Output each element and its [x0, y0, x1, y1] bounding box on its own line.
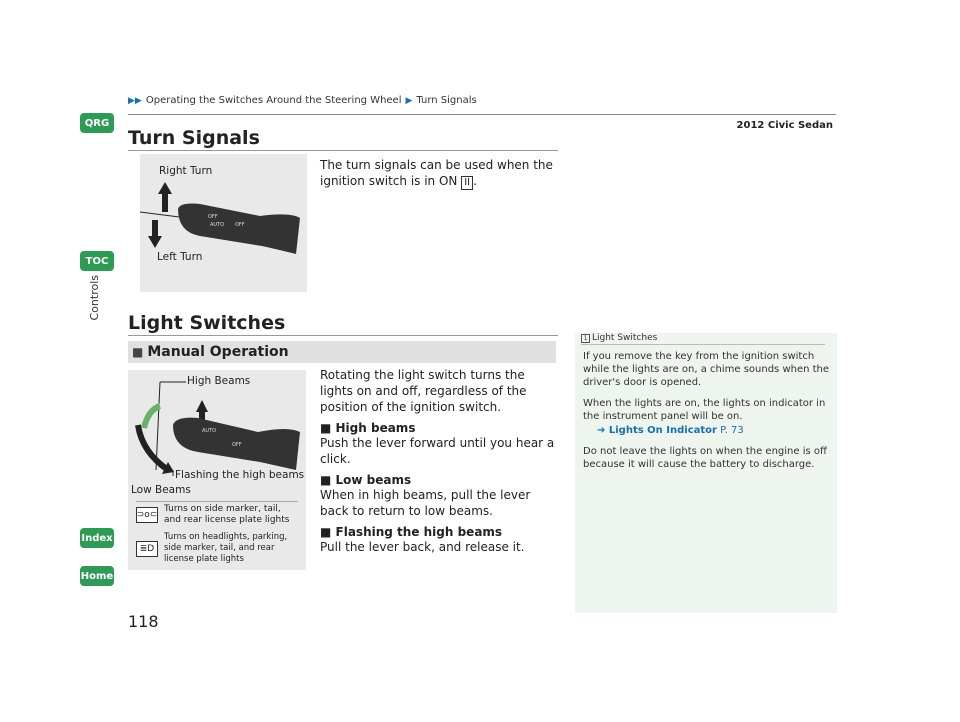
headlight-icon: ≣D	[136, 541, 158, 557]
side-note-box	[575, 333, 837, 613]
legend-row	[136, 532, 302, 565]
flashing-item	[320, 525, 558, 555]
breadcrumb-link-switches[interactable]: Operating the Switches Around the Steering Wheel	[145, 95, 402, 106]
legend-divider	[136, 501, 298, 502]
turn-signals-text-b: .	[473, 174, 477, 188]
legend	[136, 504, 302, 565]
svg-text:AUTO: AUTO	[210, 222, 225, 228]
model-name: 2012 Civic Sedan	[736, 120, 833, 131]
note-icon: 1	[581, 334, 590, 343]
low-beams-label: Low Beams	[131, 484, 191, 496]
side-marker-icon: ⊃o⊂	[136, 507, 158, 523]
turn-signals-text	[320, 157, 560, 190]
turn-signals-title: Turn Signals	[128, 127, 260, 149]
light-switches-title: Light Switches	[128, 312, 286, 334]
low-beams-text: When in high beams, pull the lever back to return to low beams.	[320, 488, 531, 518]
manual-operation-subhead	[128, 341, 556, 363]
link-page[interactable]: P. 73	[720, 425, 744, 436]
page-number: 118	[128, 612, 159, 631]
breadcrumb-arrow-icon: ▶	[405, 95, 413, 106]
square-bullet-icon: ■	[132, 345, 144, 359]
flashing-head: Flashing the high beams	[335, 525, 503, 539]
high-beams-label: High Beams	[187, 375, 251, 387]
left-turn-label: Left Turn	[157, 251, 203, 263]
svg-text:AUTO: AUTO	[202, 428, 217, 434]
legend-text: Turns on side marker, tail, and rear license plate lights	[164, 504, 290, 525]
low-beams-head: Low beams	[335, 473, 412, 487]
toc-button[interactable]: TOC	[80, 251, 114, 271]
square-bullet-icon: ■	[320, 525, 336, 539]
square-bullet-icon: ■	[320, 473, 336, 487]
square-bullet-icon: ■	[320, 421, 336, 435]
breadcrumb-arrow-icon: ▶▶	[128, 95, 142, 106]
flashing-high-beams-label: Flashing the high beams	[175, 469, 305, 481]
breadcrumb-link-turn-signals[interactable]: Turn Signals	[416, 95, 477, 106]
link-text[interactable]: Lights On Indicator	[608, 425, 717, 436]
svg-text:OFF: OFF	[235, 222, 245, 228]
home-button[interactable]: Home	[80, 566, 114, 586]
note-paragraph: If you remove the key from the ignition switch while the lights are on, a chime sounds when the driver's door is opened.	[583, 351, 830, 388]
legend-text: Turns on headlights, parking, side marker, tail, and rear license plate lights	[164, 532, 288, 564]
qrg-button[interactable]: QRG	[80, 113, 114, 133]
svg-text:OFF: OFF	[232, 442, 242, 448]
ignition-position-key: II	[461, 176, 473, 190]
index-button[interactable]: Index	[80, 528, 114, 548]
low-beams-item	[320, 473, 558, 519]
note-body	[583, 350, 831, 471]
note-paragraph: Do not leave the lights on when the engine is off because it will cause the battery to discharge.	[583, 446, 827, 470]
title-rule	[128, 150, 558, 151]
legend-row	[136, 504, 302, 526]
light-switches-body	[320, 367, 558, 555]
flashing-text: Pull the lever back, and release it.	[320, 540, 525, 554]
svg-text:OFF: OFF	[208, 214, 218, 220]
note-title-row	[581, 333, 825, 345]
manual-operation-label: Manual Operation	[147, 344, 289, 360]
link-arrow-icon: ➔	[597, 425, 609, 436]
header-divider	[128, 114, 836, 115]
high-beams-head: High beams	[335, 421, 416, 435]
breadcrumb	[128, 95, 477, 106]
right-turn-label: Right Turn	[159, 165, 213, 177]
title-rule	[128, 335, 558, 336]
lights-on-indicator-link[interactable]	[597, 424, 831, 437]
note-paragraph: When the lights are on, the lights on indicator in the instrument panel will be on.	[583, 398, 826, 422]
turn-signals-text-a: The turn signals can be used when the ignition switch is in ON	[320, 158, 553, 188]
note-title: Light Switches	[592, 333, 658, 343]
section-label: Controls	[88, 275, 101, 321]
high-beams-text: Push the lever forward until you hear a click.	[320, 436, 555, 466]
high-beams-item	[320, 421, 558, 467]
light-switches-intro: Rotating the light switch turns the lights on and off, regardless of the position of the ignition switch.	[320, 368, 527, 414]
